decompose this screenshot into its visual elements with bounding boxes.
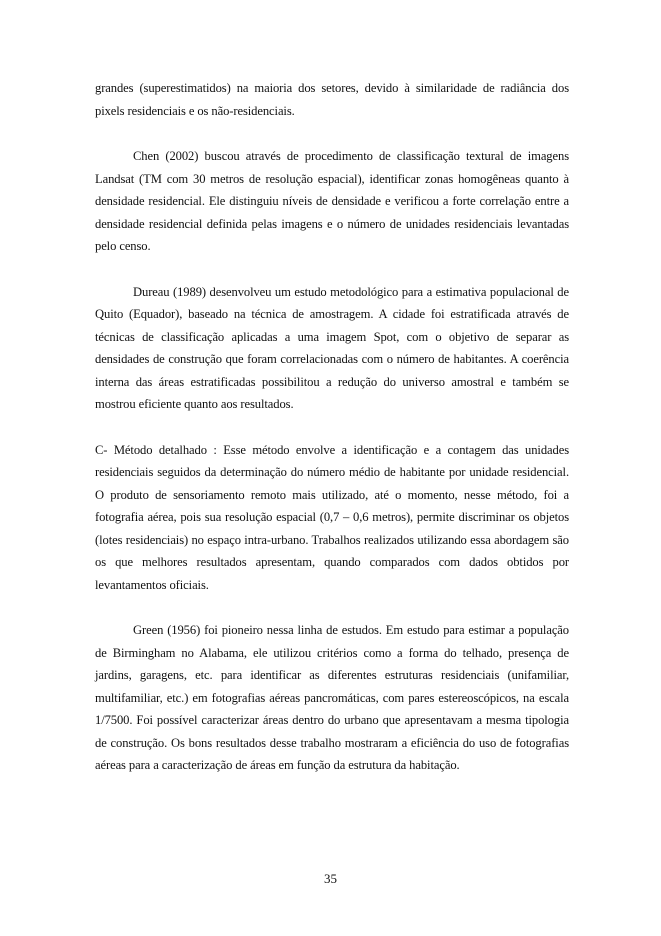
paragraph-continuation: grandes (superestimatidos) na maioria dos setores, devido à similaridade de radiância dos pixels residenciais e os não-residenciais.: [95, 81, 569, 118]
paragraph-green: Green (1956) foi pioneiro nessa linha de estudos. Em estudo para estimar a população de Birmingham no Alabama, ele utilizou critérios como a forma do telhado, presença de jardins, garagens, etc. para identificar as diferentes estruturas residenciais (unifamiliar, multifamiliar, etc.) em fotografias aéreas pancromáticas, com pares estereoscópicos, na escala 1/7500. Foi possível caracterizar áreas dentro do urbano que apresentavam a mesma tipologia de construção. Os bons resultados desse trabalho mostraram a eficiência do uso de fotografias aéreas para a caracterização de áreas em função da estrutura da habitação.: [95, 623, 569, 772]
body-text: [95, 77, 569, 777]
paragraph-gap: [95, 416, 569, 439]
paragraph-gap: [95, 596, 569, 619]
paragraph-gap: [95, 122, 569, 145]
paragraph-metodo-detalhado: C- Método detalhado : Esse método envolve a identificação e a contagem das unidades residenciais seguidos da determinação do número médio de habitante por unidade residencial. O produto de sensoriamento remoto mais utilizado, até o momento, nesse método, foi a fotografia aérea, pois sua resolução espacial (0,7 – 0,6 metros), permite discriminar os objetos (lotes residenciais) no espaço intra-urbano. Trabalhos realizados utilizando essa abordagem são os que melhores resultados apresentam, quando comparados com dados obtidos por levantamentos oficiais.: [95, 442, 569, 592]
page-number: 35: [324, 871, 337, 886]
paragraph-gap: [95, 258, 569, 281]
paragraph-dureau: Dureau (1989) desenvolveu um estudo metodológico para a estimativa populacional de Quito (Equador), baseado na técnica de amostragem. A cidade foi estratificada através de técnicas de classificação aplicadas a uma imagem Spot, com o objetivo de separar as densidades de construção que foram correlacionadas com o número de habitantes. A coerência interna das áreas estratificadas possibilitou a redução do universo amostral e também se mostrou eficiente quanto aos resultados.: [95, 284, 569, 411]
paragraph-chen: Chen (2002) buscou através de procedimento de classificação textural de imagens Landsat (TM com 30 metros de resolução espacial), identificar zonas homogêneas quanto à densidade residencial. Ele distinguiu níveis de densidade e verificou a forte correlação entre a densidade residencial definida pelas imagens e o número de unidades residenciais levantadas pelo censo.: [95, 149, 569, 253]
